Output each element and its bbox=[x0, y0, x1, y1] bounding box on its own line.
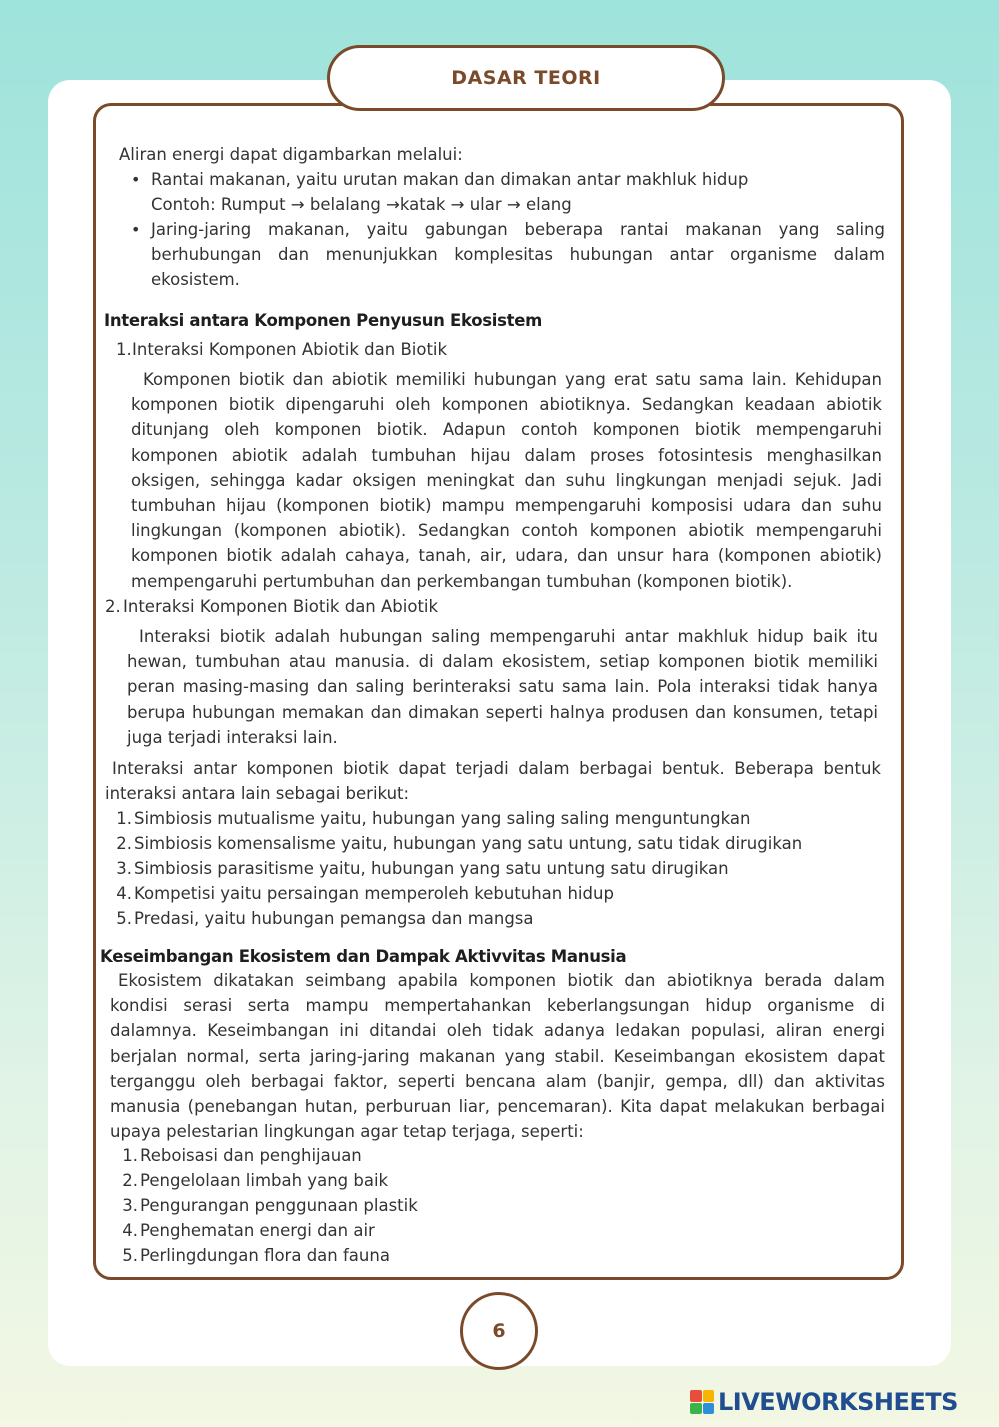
section-heading-interaksi: Interaksi antara Komponen Penyusun Ekosistem bbox=[104, 311, 543, 330]
page-number: 6 bbox=[492, 1320, 506, 1342]
list-item: 5. Predasi, yaitu hubungan pemangsa dan mangsa bbox=[116, 909, 534, 928]
list-item: 3. Simbiosis parasitisme yaitu, hubungan yang satu untung satu dirugikan bbox=[116, 859, 729, 878]
interaction-forms-list bbox=[114, 806, 802, 931]
liveworksheets-mark-icon bbox=[690, 1390, 714, 1414]
section2-body: Ekosistem dikatakan seimbang apabila komponen biotik dan abiotiknya berada dalam kondisi serasi serta mampu mempertahankan keberlangsungan hidup organisme di dalamnya. Keseimbangan ini ditandai oleh tidak adanya ledakan populasi, aliran energi berjalan normal, serta jaring-jaring makanan yang stabil. Keseimbangan ekosistem dapat terganggu oleh berbagai faktor, seperti bencana alam (banjir, gempa, dll) dan aktivitas manusia (penebangan hutan, perburuan liar, pencemaran). Kita dapat melakukan berbagai upaya pelestarian lingkungan agar tetap terjaga, seperti: bbox=[110, 971, 885, 1142]
forms-intro: Interaksi antar komponen biotik dapat terjadi dalam berbagai bentuk. Beberapa bentuk interaksi antara lain sebagai berikut: bbox=[105, 759, 881, 804]
page-title: DASAR TEORI bbox=[451, 67, 601, 89]
bullet-1-line1: Rantai makanan, yaitu urutan makan dan dimakan antar makhluk hidup bbox=[151, 170, 749, 189]
list-item: 1. Simbiosis mutualisme yaitu, hubungan yang saling saling menguntungkan bbox=[116, 809, 751, 828]
list-item: 4. Penghematan energi dan air bbox=[122, 1221, 375, 1240]
title-pill bbox=[327, 45, 725, 111]
bullet-dot: • bbox=[131, 220, 141, 239]
list-item: 4. Kompetisi yaitu persaingan memperoleh kebutuhan hidup bbox=[116, 884, 614, 903]
sub1-body: Komponen biotik dan abiotik memiliki hubungan yang erat satu sama lain. Kehidupan komponen biotik dipengaruhi oleh komponen abiotiknya. Sedangkan keadaan abiotik ditunjang oleh komponen biotik. Adapun contoh komponen biotik mempengaruhi komponen abiotik adalah tumbuhan hijau dalam proses fotosintesis menghasilkan oksigen, sehingga kadar oksigen meningkat dan suhu lingkungan menjadi sejuk. Jadi tumbuhan hijau (komponen biotik) mampu mempengaruhi komposisi udara dan suhu lingkungan (komponen abiotik). Sedangkan contoh komponen abiotik mempengaruhi komponen biotik adalah cahaya, tanah, air, udara, dan unsur hara (komponen abiotik) mempengaruhi pertumbuhan dan perkembangan tumbuhan (komponen biotik). bbox=[131, 370, 882, 591]
bullet-1-line2: Contoh: Rumput → belalang →katak → ular → elang bbox=[151, 195, 572, 214]
sub2-body: Interaksi biotik adalah hubungan saling mempengaruhi antar makhluk hidup baik itu hewan, tumbuhan atau manusia. di dalam ekosistem, setiap komponen biotik memiliki peran masing-masing dan saling berinteraksi satu sama lain. Pola interaksi tidak hanya berupa hubungan memakan dan dimakan seperti halnya produsen dan konsumen, tetapi juga terjadi interaksi lain. bbox=[127, 627, 878, 747]
section-heading-keseimbangan: Keseimbangan Ekosistem dan Dampak Aktivvitas Manusia bbox=[100, 947, 627, 966]
list-item: 5. Perlingdungan flora dan fauna bbox=[122, 1246, 390, 1265]
bullet-dot: • bbox=[131, 170, 141, 189]
sub1-title: Interaksi Komponen Abiotik dan Biotik bbox=[132, 340, 448, 359]
sub2-title: Interaksi Komponen Biotik dan Abiotik bbox=[123, 597, 439, 616]
brand-name: LIVEWORKSHEETS bbox=[718, 1388, 958, 1416]
liveworksheets-logo[interactable] bbox=[690, 1387, 958, 1417]
list-item: 2. Pengelolaan limbah yang baik bbox=[122, 1171, 389, 1190]
bullet-2-text: Jaring-jaring makanan, yaitu gabungan beberapa rantai makanan yang saling berhubungan dan menunjukkan komplesitas hubungan antar organisme dalam ekosistem. bbox=[151, 220, 885, 290]
list-item: 3. Pengurangan penggunaan plastik bbox=[122, 1196, 418, 1215]
conservation-efforts-list bbox=[120, 1143, 418, 1268]
sub2-number: 2. bbox=[105, 597, 121, 616]
list-item: 1. Reboisasi dan penghijauan bbox=[122, 1146, 362, 1165]
intro-lead: Aliran energi dapat digambarkan melalui: bbox=[119, 145, 463, 164]
page-number-badge bbox=[460, 1292, 538, 1370]
sub1-number: 1. bbox=[116, 340, 132, 359]
list-item: 2. Simbiosis komensalisme yaitu, hubungan yang satu untung, satu tidak dirugikan bbox=[116, 834, 803, 853]
